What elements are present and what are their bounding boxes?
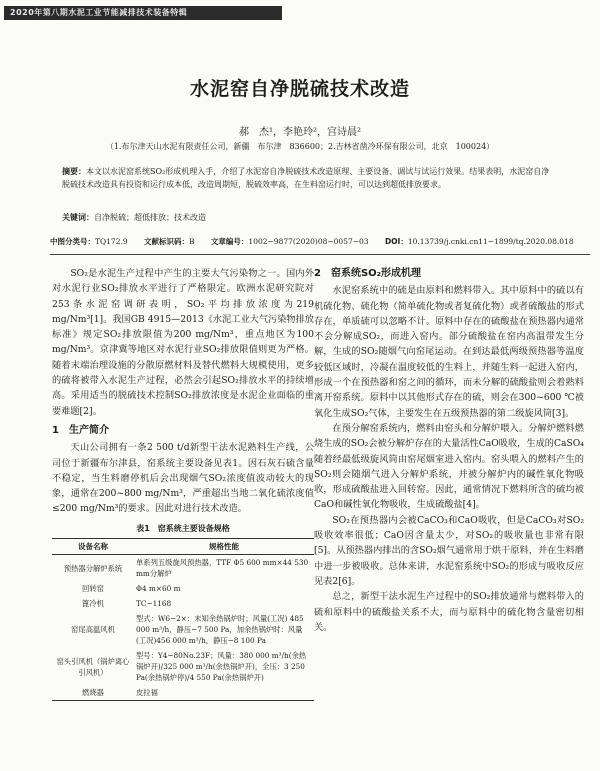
table-row: 窑头引风机（锅炉离心引风机） 型号：Y4−80No.23F；风量：380 000 m³/h(余热锅炉开)/325 000 m³/h(余热锅炉开)，全压：3 250 Pa(余热锅炉停)/4 550 Pa(余热锅炉开) (56, 651, 307, 683)
table-1-caption: 表1 窑系统主要设备规格 (136, 523, 230, 533)
keywords (62, 212, 552, 223)
section-2-heading: 2 窑系统SO₂形成机理 (314, 268, 422, 279)
section-2-paragraph-4: 总之，新型干法水泥生产过程中的SO₂排放通常与燃料带入的硫和原料中的硫酸盐关系不大，而与原料中的硫化物含量密切相关。 (314, 591, 584, 633)
section-1-heading: 1 生产简介 (52, 424, 109, 436)
table-header-cell: 规格性能 (134, 539, 314, 555)
keywords-text: 自净脱硫；超低排放；技术改造 (94, 213, 206, 222)
equipment-table (52, 538, 314, 701)
document-code: 文献标识码：B (144, 237, 195, 246)
abstract-label: 摘要： (62, 167, 86, 176)
left-column (52, 266, 314, 701)
table-header-cell: 设备名称 (52, 539, 134, 555)
clc-number: 中图分类号：TQ172.9 (50, 237, 128, 246)
table-row: 预热器分解炉系统 单系列五级旋风预热器，TTF Φ5 600 mm×44 530 mm分解炉 (63, 558, 309, 579)
table-row: 窑尾高温风机 型式：W6−2×：末知余热锅炉时；风量(工况) 485 000 m³/h，静压−7 500 Pa，加余热锅炉时：风量(工况)456 000 m³/h，静压−8 100 Pa (71, 614, 304, 646)
doi: DOI：10.13739/j.cnki.cn11−1899/tq.2020.08.018 (384, 237, 574, 246)
authors: 郝 杰¹，李艳玲²，宫诗晨² (238, 127, 362, 138)
abstract (62, 166, 552, 191)
journal-banner-text: 2020年第八期水泥工业节能减排技术装备特辑 (10, 8, 188, 17)
article-meta (50, 236, 590, 247)
section-2-paragraph-2: 在预分解窑系统内，燃料由窑头和分解炉喂入。分解炉燃料燃烧生成的SO₂会被分解炉存在的大量活性CaO吸收，生成的CaSO₄随着经最低级旋风筒由窑尾烟室进入窑内。窑头喂入的燃料产生的SO₂则会随烟气进入分解炉系统，并被分解炉内的碱性氧化物吸收，形成硫酸盐进入回转窑。因此，通常情况下燃料所含的硫均被CaO和碱性氧化物吸收，生成硫酸盐[4]。 (314, 422, 584, 511)
article-title: 水泥窑自净脱硫技术改造 (189, 78, 410, 100)
article-number: 文章编号：1002−9877(2020)08−0057−03 (210, 237, 369, 246)
keywords-label: 关键词： (62, 213, 94, 222)
section-2-paragraph-3: SO₂在预热器内会被CaCO₃和CaO吸收，但是CaCO₃对SO₂吸收效率很低；CaO因含量太少，对SO₂的吸收量也非常有限[5]。从预热器内排出的含SO₂烟气通常用于烘干原料，并在生料磨中进一步被吸收。总体来讲，水泥窑系统中SO₂的形成与吸收反应见表2[6]。 (314, 514, 584, 587)
header-divider (50, 254, 590, 255)
journal-banner (4, 6, 282, 20)
section-1-paragraph: 天山公司拥有一条2 500 t/d新型干法水泥熟料生产线，公司位于新疆布尔津县，窑系统主要设备见表1。因石灰石硫含量不稳定，当生料磨停机后会出现烟气SO₂浓度值波动较大的现象，通常在200~800 mg/Nm³，严重超出当地二氧化硫浓度值≤200 mg/Nm³的要求。因此对进行技术改造。 (52, 442, 314, 515)
table-row: 篦冷机 TC−1168 (82, 599, 172, 609)
section-2-paragraph-1: 水泥窑系统中的硫是由原料和燃料带入。其中原料中的硫以有机硫化物、硫化物（简单硫化物或者复硫化物）或者硫酸盐的形式存在，单质硫可以忽略不计。原料中存在的硫酸盐在预热器内通常不会分解成SO₂，而进入窑内。部分硫酸盐在窑内高温带发生分解，生成的SO₂随烟气向窑尾运动。在到达最低两级预热器等温度较低区域时，冷凝在温度较低的生料上，并随生料一起进入窑内，形成一个在预热器和窑之间的循环，而未分解的硫酸盐则会着熟料离开窑系统。原料中以其他形式存在的硫，则会在300~600 ℃被氧化生成SO₂气体，主要发生在五级预热器的第二级旋风筒[3]。 (314, 285, 584, 419)
affiliations: （1.布尔津天山水泥有限责任公司，新疆 布尔津 836600；2.吉林省凿冷环保有限公司，北京 100024） (105, 142, 495, 151)
abstract-text: 本文以水泥窑系统SO₂形成机理入手，介绍了水泥窑自净脱硫技术改造原理、主要设备、调试与试运行效果。结果表明，水泥窑自净脱硫技术改造具有投资和运行成本低，改造周期短，脱硫效率高，在生料窑运行时，可以达到超低排放要求。 (62, 167, 550, 189)
right-column (314, 266, 584, 635)
table-row: 燃烧器 皮拉福 (52, 685, 314, 701)
intro-paragraph: SO₂是水泥生产过程中产生的主要大气污染物之一。国内外对水泥行业SO₂排放水平进行了严格限定。欧洲水泥研究院对253条水泥窑调研表明，SO₂平均排放浓度为219 mg/Nm³[1]。我国GB 4915—2013《水泥工业大气污染物排放标准》规定SO₂排放限值为200 mg/Nm³，重点地区为100 mg/Nm³。京津冀等地区对水泥行业SO₂排放限值则更为严格。随着末端治理设施的分散原燃材料及替代燃料大规模使用，更多的硫将被带入水泥生产过程，必然会引起SO₂排放水平的持续增高。采用适当的脱硫技术控制SO₂排放浓度是水泥企业面临的重要难题[2]。 (52, 268, 314, 417)
table-row: 回转窑 Φ4 m×60 m (82, 584, 181, 594)
